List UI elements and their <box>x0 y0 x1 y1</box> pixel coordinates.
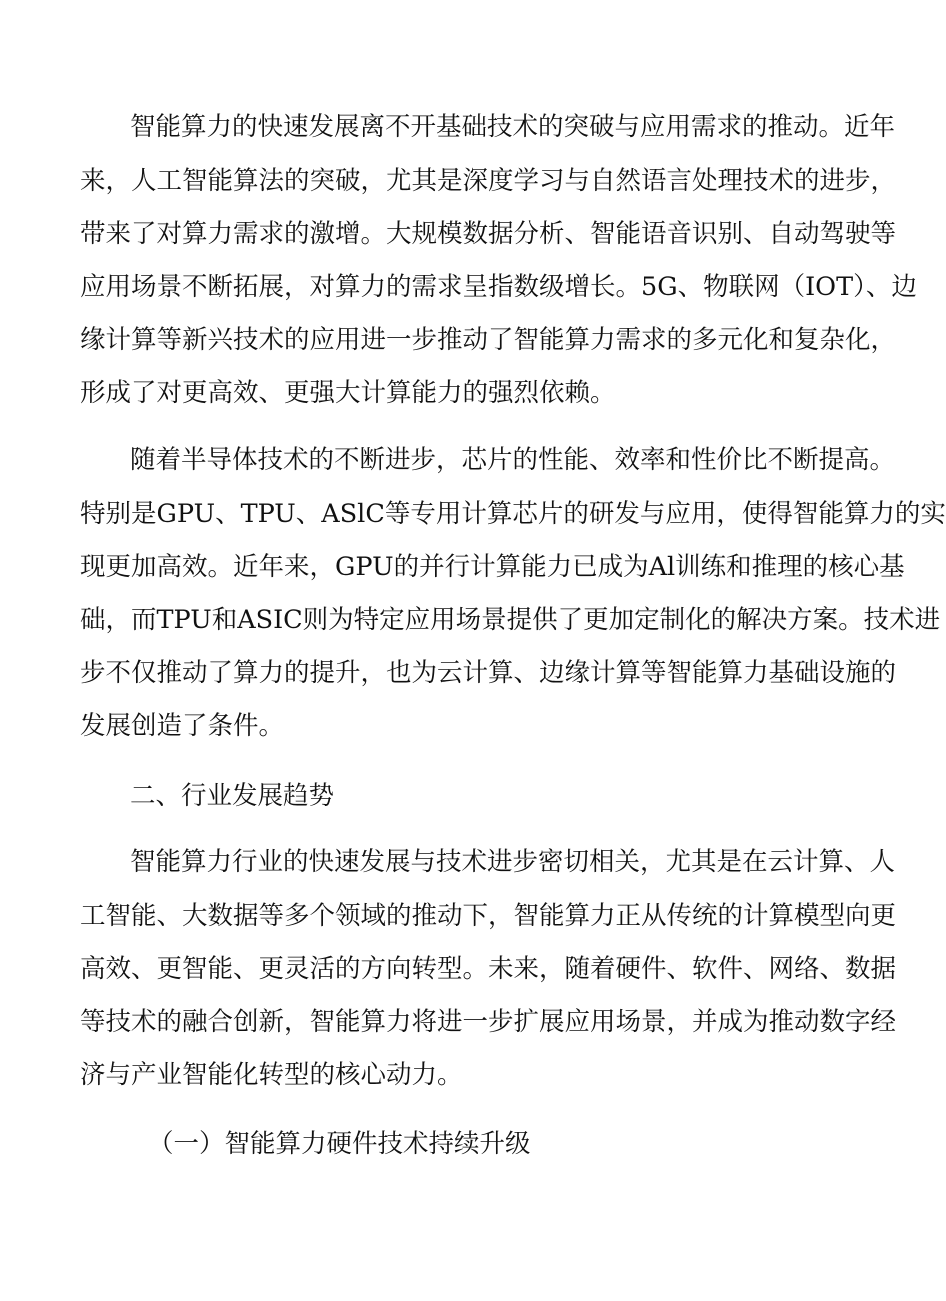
paragraph-line: 济与产业智能化转型的核心动力。 <box>80 1060 463 1090</box>
paragraph-line: 来，人工智能算法的突破，尤其是深度学习与自然语言处理技术的进步， <box>80 166 897 196</box>
section-heading: 二、行业发展趋势 <box>130 781 335 811</box>
paragraph-line: 带来了对算力需求的激增。大规模数据分析、智能语音识别、自动驾驶等 <box>80 219 897 249</box>
paragraph-line: 步不仅推动了算力的提升，也为云计算、边缘计算等智能算力基础设施的 <box>80 658 897 688</box>
paragraph-line: 形成了对更高效、更强大计算能力的强烈依赖。 <box>80 378 616 408</box>
paragraph-line: 现更加高效。近年来，GPU的并行计算能力已成为Al训练和推理的核心基 <box>80 552 905 582</box>
paragraph-line: 发展创造了条件。 <box>80 711 285 741</box>
subsection-heading: （一）智能算力硬件技术持续升级 <box>148 1129 531 1159</box>
paragraph-line: 础，而TPU和ASIC则为特定应用场景提供了更加定制化的解决方案。技术进 <box>80 605 941 635</box>
paragraph-line: 特别是GPU、TPU、ASlC等专用计算芯片的研发与应用，使得智能算力的实 <box>80 499 946 529</box>
paragraph-line: 等技术的融合创新，智能算力将进一步扩展应用场景，并成为推动数字经 <box>80 1007 897 1037</box>
paragraph-line: 工智能、大数据等多个领域的推动下，智能算力正从传统的计算模型向更 <box>80 901 897 931</box>
paragraph-line: 随着半导体技术的不断进步，芯片的性能、效率和性价比不断提高。 <box>130 445 896 475</box>
paragraph-line: 智能算力的快速发展离不开基础技术的突破与应用需求的推动。近年 <box>130 112 896 142</box>
paragraph-line: 高效、更智能、更灵活的方向转型。未来，随着硬件、软件、网络、数据 <box>80 954 897 984</box>
paragraph-line: 智能算力行业的快速发展与技术进步密切相关，尤其是在云计算、人 <box>130 847 896 877</box>
paragraph-line: 缘计算等新兴技术的应用进一步推动了智能算力需求的多元化和复杂化， <box>80 325 897 355</box>
paragraph-line: 应用场景不断拓展，对算力的需求呈指数级增长。5G、物联网（IOT）、边 <box>80 272 917 302</box>
